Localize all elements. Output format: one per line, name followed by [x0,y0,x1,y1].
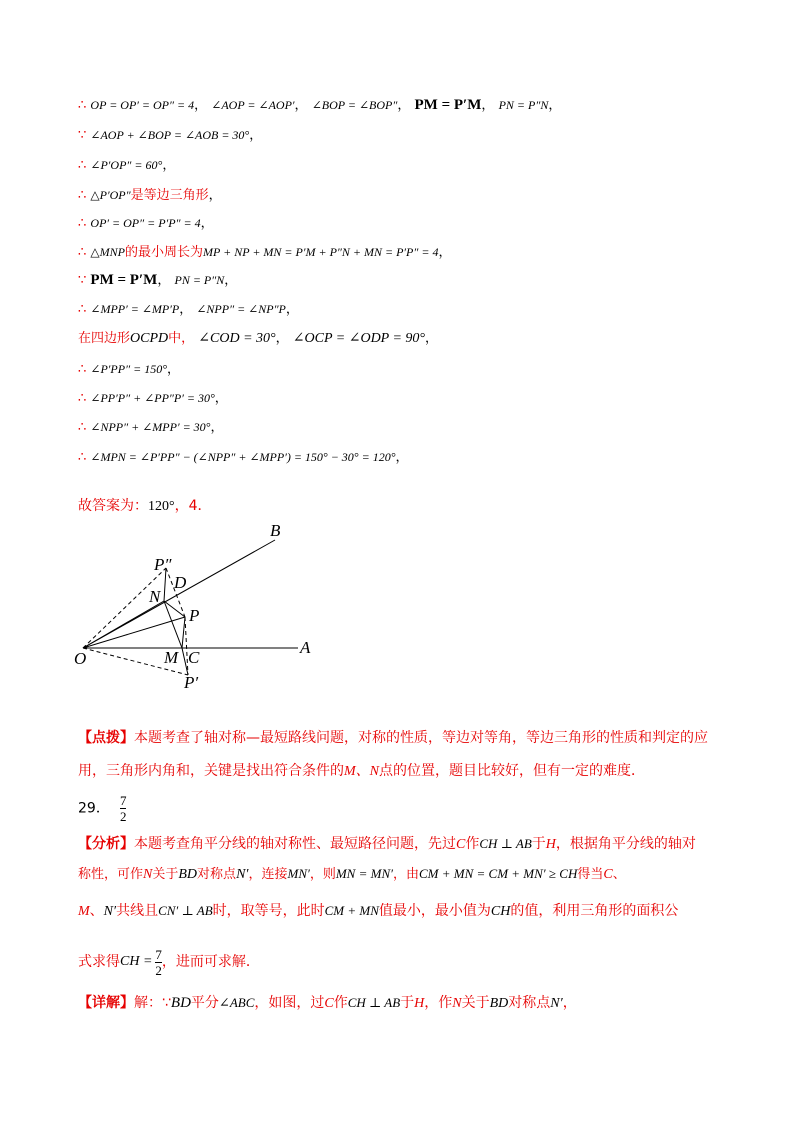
answer-line: 故答案为：120°，4． [78,498,212,514]
math-expr: ∠NPP″ + ∠MPP′ = 30° [90,420,211,434]
text: 是等边三角形 [130,188,209,203]
fenxi-paragraph: 【分析】本题考查角平分线的轴对称性、最短路径问题，先过C作CH ⊥ AB于H，根据角平分线的轴对 称性，可作N关于BD对称点N′，连接MN′，则MN = MN′，由CM + MN = CM + MN′ ≥ CH得当C、 M、N′共线且CN′ ⊥ AB时，取等号，此时CM + MN值最小，最小值为CH的值，利用三角形的面积公 式求得 CH = $\frac{7}{2}$ ，进而可求解． [78,836,696,978]
text: 在四边形 [78,331,131,346]
segment-ON [83,601,164,648]
therefore-symbol: ∴ [78,450,87,465]
math-expr: ∠P′PP″ = 150° [90,362,167,376]
math-expr: OP′ = OP″ = P′P″ = 4 [90,216,201,230]
label-B: B [270,521,281,540]
answer-label: 故答案为： [78,498,148,514]
math-expr: OCPD [130,331,169,346]
solution-line-7: ∵ PM = P′M， PN = P″N， [78,272,238,288]
math-expr-bold: PM = P′M [90,272,158,288]
math-expr: PN = P″N [498,98,549,112]
math-expr-bold: PM = P′M [414,97,482,113]
therefore-symbol: ∴ [78,216,87,231]
segment-MP [182,617,185,648]
math-expr: ∠OCP = ∠ODP = 90° [292,331,426,346]
label-D: D [174,573,187,592]
solution-line-12: ∴ ∠NPP″ + ∠MPP′ = 30°， [78,420,224,435]
therefore-symbol: ∴ [78,420,87,435]
label-P: P [189,606,200,625]
math-expr: △P′OP″ [90,188,131,202]
solution-line-10: ∴ ∠P′PP″ = 150°， [78,362,181,377]
label-N: N [149,587,161,606]
answer-value-1: 120° [148,499,175,514]
label-P-prime: P′ [184,673,199,692]
answer-fraction: $\frac{7}{2}$ [119,793,127,824]
math-expr: ∠AOP + ∠BOP = ∠AOB = 30° [90,128,250,142]
dianbo-tag: 【点拨】 [78,730,134,746]
math-expr: PN = P″N [174,273,225,287]
math-expr: ∠COD = 30° [198,331,276,346]
solution-line-6: ∴ △MNP的最小周长为MP + NP + MN = P′M + P″N + MN = P′P″ = 4， [78,245,452,260]
separator: ， [194,98,208,113]
solution-line-1: ∴ OP = OP′ = OP″ = 4， ∠AOP = ∠AOP′， ∠BOP = ∠BOP″， PM = P′M， PN = P″N， [78,97,562,113]
geometry-figure [70,520,330,695]
label-C: C [188,648,200,667]
because-symbol: ∵ [78,128,87,143]
xiangjie-tag: 【详解】 [78,995,134,1011]
label-A: A [300,638,311,657]
math-expr: ∠NPP″ = ∠NP″P [196,302,286,316]
xiangjie-paragraph: 【详解】解：∵BD平分∠ABC，如图，过C作CH ⊥ AB于H，作N关于BD对称点N′， [78,995,577,1011]
therefore-symbol: ∴ [78,302,87,317]
dianbo-paragraph: 【点拨】本题考查了轴对称—最短路线问题，对称的性质，等边对等角，等边三角形的性质和判定的应 用，三角形内角和，关键是找出符合条件的M、N点的位置，题目比较好，但有一定的难度． [78,730,708,779]
label-M: M [164,648,179,667]
question-number: 29． [78,800,110,817]
label-O: O [74,649,87,668]
math-expr: ∠BOP = ∠BOP″ [311,98,398,112]
therefore-symbol: ∴ [78,362,87,377]
therefore-symbol: ∴ [78,391,87,406]
solution-line-8: ∴ ∠MPP′ = ∠MP′P， ∠NPP″ = ∠NP″P， [78,302,299,317]
question-29 [78,793,126,824]
answer-value-2: 4 [188,498,198,514]
therefore-symbol: ∴ [78,245,87,260]
solution-line-3: ∴ ∠P′OP″ = 60°， [78,158,176,173]
math-expr: ∠MPN = ∠P′PP″ − (∠NPP″ + ∠MPP′) = 150° − 30° = 120° [90,450,396,464]
math-expr: ∠AOP = ∠AOP′ [211,98,295,112]
math-expr: OP = OP′ = OP″ = 4 [90,98,195,112]
solution-line-4: ∴ △P′OP″是等边三角形， [78,188,222,203]
text: 中， [168,331,195,346]
segment-OP [83,617,185,648]
solution-line-11: ∴ ∠PP′P″ + ∠PP″P′ = 30°， [78,391,228,406]
label-P-double-prime: P″ [154,555,172,574]
solution-line-5: ∴ OP′ = OP″ = P′P″ = 4， [78,216,214,231]
because-symbol: ∵ [78,273,87,288]
ch-fraction: $\frac{7}{2}$ [155,946,162,978]
math-expr: ∠P′OP″ = 60° [90,158,163,172]
solution-line-9: 在四边形OCPD中， ∠COD = 30°， ∠OCP = ∠ODP = 90°， [78,331,439,346]
therefore-symbol: ∴ [78,188,87,203]
therefore-symbol: ∴ [78,98,87,113]
therefore-symbol: ∴ [78,158,87,173]
fenxi-tag: 【分析】 [78,836,134,852]
text: 的最小周长为 [124,245,203,260]
math-expr: ∠PP′P″ + ∠PP″P′ = 30° [90,391,215,405]
math-expr: MP + NP + MN = P′M + P″N + MN = P′P″ = 4 [203,245,439,259]
math-expr: △MNP [90,245,125,259]
math-expr: ∠MPP′ = ∠MP′P [90,302,180,316]
solution-line-2: ∵ ∠AOP + ∠BOP = ∠AOB = 30°， [78,128,263,143]
solution-line-13: ∴ ∠MPN = ∠P′PP″ − (∠NPP″ + ∠MPP′) = 150° − 30° = 120°， [78,450,409,465]
